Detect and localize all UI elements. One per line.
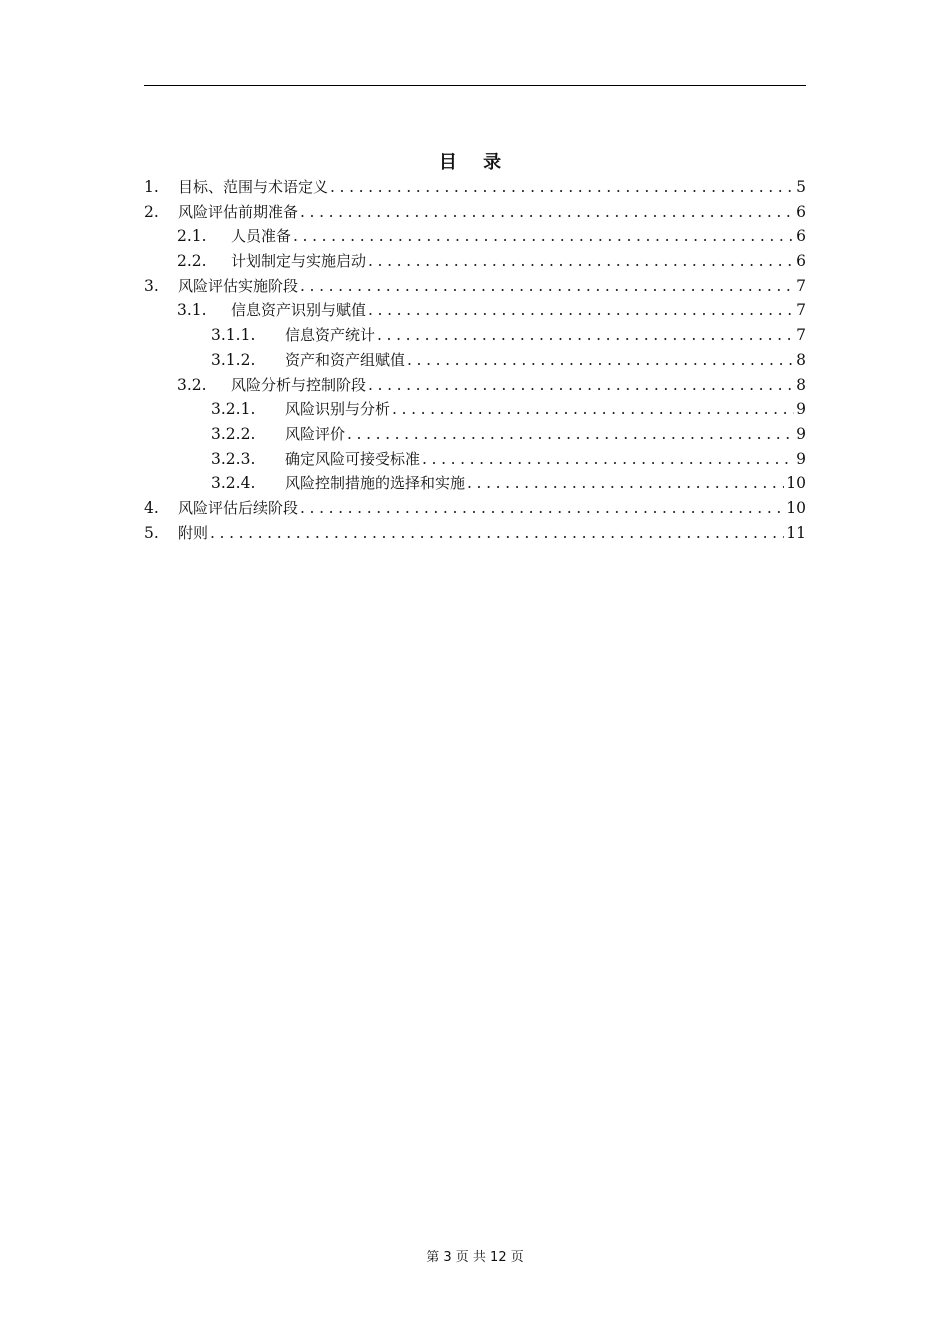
toc-entry-label: 风险评估后续阶段 — [178, 498, 299, 517]
toc-leader-dots — [467, 471, 784, 496]
toc-entry-number: 3.1.2. — [211, 350, 256, 369]
toc-entry-label: 附则 — [178, 523, 209, 542]
toc-leader-dots — [377, 323, 794, 348]
toc-entry-page: 6 — [796, 252, 806, 271]
toc-entry[interactable] — [144, 298, 806, 323]
toc-entry[interactable] — [144, 422, 806, 447]
toc-entry[interactable] — [144, 348, 806, 373]
toc-leader-dots — [368, 373, 794, 398]
toc-entry-page: 7 — [796, 326, 806, 345]
toc-entry-number: 3.2.1. — [211, 400, 256, 419]
toc-entry-label: 计划制定与实施启动 — [231, 252, 367, 271]
toc-entry-label: 风险识别与分析 — [285, 400, 391, 419]
toc-entry-page: 11 — [786, 523, 806, 542]
toc-leader-dots — [330, 175, 794, 200]
toc-entry-number: 3. — [144, 276, 159, 295]
toc-entry-page: 8 — [796, 375, 806, 394]
toc-entry-number: 3.1.1. — [211, 326, 256, 345]
toc-entry-number: 3.2.4. — [211, 474, 256, 493]
toc-entry-number: 2. — [144, 202, 159, 221]
toc-entry-label: 人员准备 — [231, 227, 292, 246]
toc-entry[interactable] — [144, 521, 806, 546]
toc-entry-label: 风险分析与控制阶段 — [231, 375, 367, 394]
toc-entry-page: 10 — [786, 474, 806, 493]
toc-leader-dots — [210, 521, 784, 546]
toc-entry-page: 9 — [796, 424, 806, 443]
toc-entry[interactable] — [144, 175, 806, 200]
toc-title: 目 录 — [438, 152, 512, 173]
toc-entry[interactable] — [144, 373, 806, 398]
toc-leader-dots — [300, 496, 784, 521]
toc-entry[interactable] — [144, 249, 806, 274]
toc-entry-page: 7 — [796, 301, 806, 320]
toc-entry-label: 资产和资产组赋值 — [285, 350, 406, 369]
toc-entry[interactable] — [144, 274, 806, 299]
toc-entry-page: 9 — [796, 400, 806, 419]
toc-entry[interactable] — [144, 397, 806, 422]
toc-entry-number: 3.2. — [177, 375, 207, 394]
toc-entry-number: 3.2.2. — [211, 424, 256, 443]
toc-entry-page: 6 — [796, 227, 806, 246]
toc-leader-dots — [300, 274, 794, 299]
page-footer: 第 3 页 共 12 页 — [426, 1250, 524, 1265]
toc-entry-number: 5. — [144, 523, 159, 542]
toc-entry[interactable] — [144, 200, 806, 225]
toc-entry-number: 2.1. — [177, 227, 207, 246]
toc-entry-page: 5 — [796, 178, 806, 196]
toc-entry-label: 目标、范围与术语定义 — [178, 178, 329, 196]
table-of-contents — [144, 175, 806, 545]
toc-entry[interactable] — [144, 471, 806, 496]
toc-entry-number: 3.2.3. — [211, 449, 256, 468]
toc-entry-number: 3.1. — [177, 301, 207, 320]
toc-entry-number: 1. — [144, 178, 159, 196]
toc-entry[interactable] — [144, 323, 806, 348]
toc-leader-dots — [293, 224, 794, 249]
toc-entry-label: 风险评估实施阶段 — [178, 276, 299, 295]
toc-leader-dots — [368, 298, 794, 323]
toc-entry-label: 风险控制措施的选择和实施 — [285, 474, 466, 493]
toc-entry-number: 2.2. — [177, 252, 207, 271]
toc-entry-label: 信息资产识别与赋值 — [231, 301, 367, 320]
toc-entry-label: 确定风险可接受标准 — [285, 449, 421, 468]
toc-entry-number: 4. — [144, 498, 159, 517]
toc-entry-label: 风险评价 — [285, 424, 346, 443]
toc-leader-dots — [300, 200, 794, 225]
toc-entry-label: 信息资产统计 — [285, 326, 376, 345]
toc-leader-dots — [407, 348, 794, 373]
toc-entry[interactable] — [144, 447, 806, 472]
toc-entry-label: 风险评估前期准备 — [178, 202, 299, 221]
toc-entry-page: 8 — [796, 350, 806, 369]
toc-entry-page: 6 — [796, 202, 806, 221]
toc-leader-dots — [368, 249, 794, 274]
header-rule — [144, 85, 806, 86]
toc-entry-page: 9 — [796, 449, 806, 468]
toc-entry[interactable] — [144, 496, 806, 521]
toc-leader-dots — [347, 422, 794, 447]
toc-entry-page: 7 — [796, 276, 806, 295]
toc-leader-dots — [422, 447, 794, 472]
toc-entry[interactable] — [144, 224, 806, 249]
toc-entry-page: 10 — [786, 498, 806, 517]
toc-leader-dots — [392, 397, 794, 422]
